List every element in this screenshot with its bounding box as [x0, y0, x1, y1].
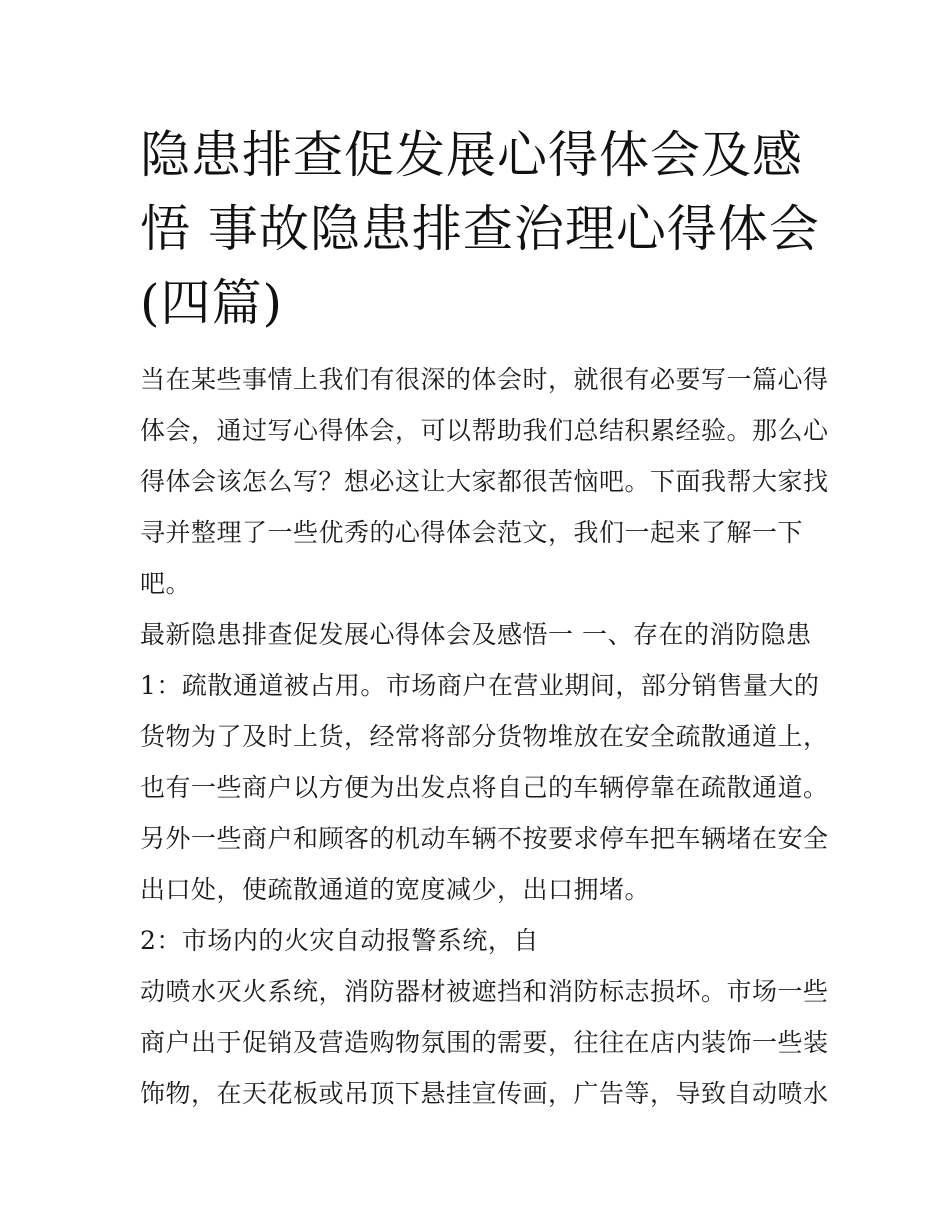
- body-line: 动喷水灭火系统，消防器材被遮挡和消防标志损坏。市场一些: [140, 977, 829, 1006]
- title-line: (四篇): [140, 274, 284, 332]
- body-line: 体会，通过写心得体会，可以帮助我们总结积累经验。那么心: [140, 416, 829, 445]
- body-line: 1：疏散通道被占用。市场商户在营业期间，部分销售量大的: [140, 671, 820, 700]
- body-line: 出口处，使疏散通道的宽度减少，出口拥堵。: [140, 875, 651, 904]
- title-line: 隐患排查促发展心得体会及感: [140, 126, 803, 184]
- body-line: 另外一些商户和顾客的机动车辆不按要求停车把车辆堵在安全: [140, 824, 829, 853]
- body-line: 最新隐患排查促发展心得体会及感悟一 一、存在的消防隐患: [140, 620, 812, 649]
- body-line: 寻并整理了一些优秀的心得体会范文，我们一起来了解一下: [140, 518, 804, 547]
- body-line: 2：市场内的火灾自动报警系统，自: [140, 926, 539, 955]
- body-line: 货物为了及时上货，经常将部分货物堆放在安全疏散通道上，: [140, 722, 829, 751]
- body-line: 吧。: [140, 569, 192, 598]
- body-line: 饰物，在天花板或吊顶下悬挂宣传画，广告等，导致自动喷水: [140, 1079, 829, 1108]
- document-body: [140, 354, 830, 1119]
- body-line: 得体会该怎么写？想必这让大家都很苦恼吧。下面我帮大家找: [140, 467, 829, 496]
- document-title: [140, 118, 820, 340]
- body-line: 也有一些商户以方便为出发点将自己的车辆停靠在疏散通道。: [140, 773, 829, 802]
- body-line: 商户出于促销及营造购物氛围的需要，往往在店内装饰一些装: [140, 1028, 829, 1057]
- title-line: 悟 事故隐患排查治理心得体会: [140, 200, 820, 258]
- body-line: 当在某些事情上我们有很深的体会时，就很有必要写一篇心得: [140, 365, 829, 394]
